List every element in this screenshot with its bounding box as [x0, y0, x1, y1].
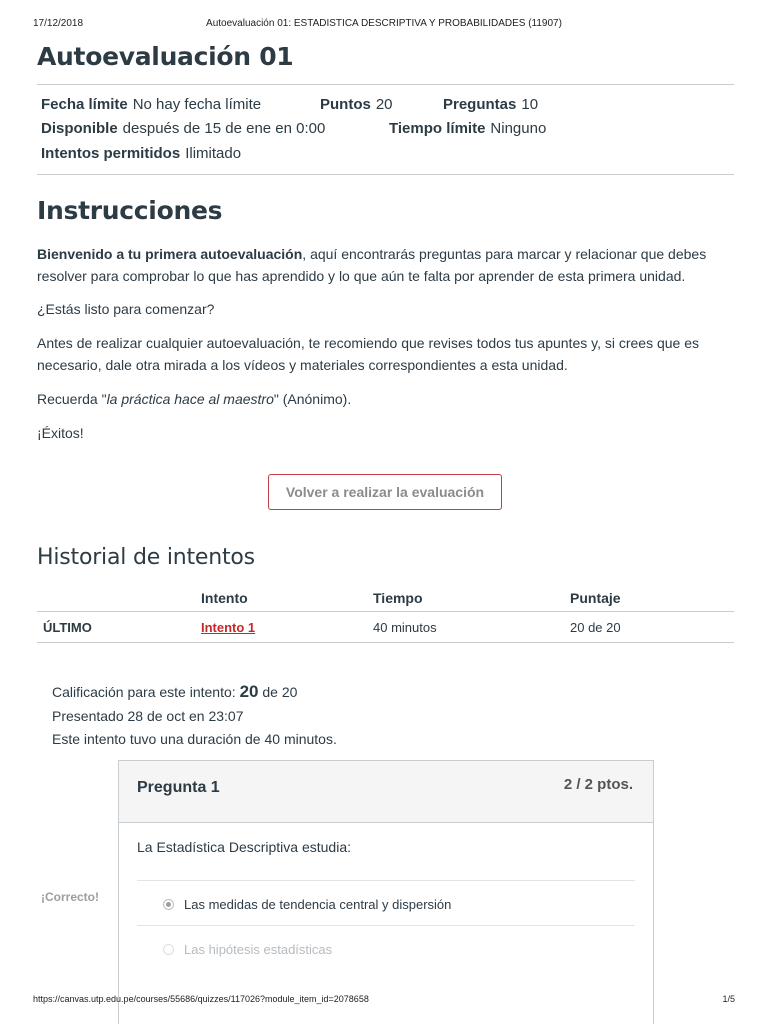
print-url: https://canvas.utp.edu.pe/courses/55686/quizzes/117026?module_item_id=2078658 — [33, 994, 369, 1004]
question-header — [119, 761, 653, 823]
instructions-paragraph — [37, 243, 737, 287]
page-title: Autoevaluación 01 — [37, 42, 294, 71]
questions-count — [443, 96, 538, 113]
due-date-label: Fecha límite — [41, 96, 128, 113]
print-document-title: Autoevaluación 01: ESTADISTICA DESCRIPTIVA Y PROBABILIDADES (11907) — [206, 18, 562, 29]
grade-suffix: de 20 — [258, 684, 298, 700]
grade-line — [52, 682, 297, 702]
header-divider — [37, 611, 734, 612]
points-value: 20 — [375, 96, 393, 113]
duration-line: Este intento tuvo una duración de 40 minutos. — [52, 731, 337, 747]
questions-value: 10 — [521, 96, 539, 113]
time-limit-value: Ninguno — [490, 120, 547, 137]
recommendation-paragraph: Antes de realizar cualquier autoevaluación, te recomiendo que revises todos tus apuntes y, si crees que es necesario, dale otra mirada a los vídeos y materiales correspondientes a esta unidad. — [37, 335, 700, 373]
attempt-history-title: Historial de intentos — [37, 545, 255, 570]
attempts-value: Ilimitado — [185, 145, 242, 162]
page-cut — [119, 958, 653, 1018]
question-text: La Estadística Descriptiva estudia: — [137, 839, 351, 855]
attempt-link[interactable]: Intento 1 — [201, 620, 256, 635]
divider — [37, 174, 734, 175]
allowed-attempts — [41, 145, 241, 162]
due-date-value: No hay fecha límite — [132, 96, 262, 113]
welcome-text: Bienvenido a tu primera autoevaluación — [37, 246, 303, 262]
attempt-score: 20 de 20 — [570, 620, 621, 635]
time-limit — [389, 120, 546, 137]
available-from — [41, 120, 325, 137]
questions-label: Preguntas — [443, 96, 517, 113]
time-limit-label: Tiempo límite — [389, 120, 486, 137]
print-footer — [33, 994, 735, 1008]
print-header — [33, 18, 735, 32]
good-luck-text: ¡Éxitos! — [37, 425, 84, 441]
instructions-title: Instrucciones — [37, 196, 223, 225]
divider — [37, 84, 734, 85]
answer-text: Las hipótesis estadísticas — [184, 942, 333, 957]
intro-text: , aquí encontrarás preguntas para marcar y relacionar que debes resolver para comprobar lo que has aprendido y lo que aún te falta por aprender de esta primera unidad. — [37, 246, 707, 284]
retake-quiz-button[interactable]: Volver a realizar la evaluación — [268, 474, 502, 510]
print-date: 17/12/2018 — [33, 18, 84, 29]
attempts-label: Intentos permitidos — [41, 145, 181, 162]
available-value: después de 15 de ene en 0:00 — [122, 120, 326, 137]
submitted-line: Presentado 28 de oct en 23:07 — [52, 708, 244, 724]
column-header-score: Puntaje — [570, 590, 621, 606]
column-header-attempt: Intento — [201, 590, 248, 606]
question-title: Pregunta 1 — [137, 779, 220, 796]
correct-flag: ¡Correcto! — [41, 890, 100, 904]
quote-text: la práctica hace al maestro — [106, 391, 274, 407]
answer-divider — [137, 880, 635, 881]
radio-button — [163, 944, 174, 955]
grade-label: Calificación para este intento: — [52, 684, 240, 700]
quote-prefix: Recuerda " — [37, 391, 107, 407]
available-label: Disponible — [41, 120, 118, 137]
question-points: 2 / 2 ptos. — [563, 776, 633, 793]
attempt-time: 40 minutos — [373, 620, 437, 635]
latest-label: ÚLTIMO — [43, 620, 92, 635]
column-header-time: Tiempo — [373, 590, 423, 606]
print-page-number: 1/5 — [722, 994, 735, 1004]
answer-divider — [137, 925, 635, 926]
grade-value: 20 — [239, 682, 259, 701]
points — [320, 96, 393, 113]
quote-suffix: " (Anónimo). — [273, 391, 352, 407]
radio-button-selected — [163, 899, 174, 910]
due-date — [41, 96, 261, 113]
ready-question: ¿Estás listo para comenzar? — [37, 301, 215, 317]
points-label: Puntos — [320, 96, 371, 113]
quote-paragraph — [37, 388, 737, 410]
row-divider — [37, 642, 734, 643]
answer-text: Las medidas de tendencia central y dispersión — [184, 897, 452, 912]
